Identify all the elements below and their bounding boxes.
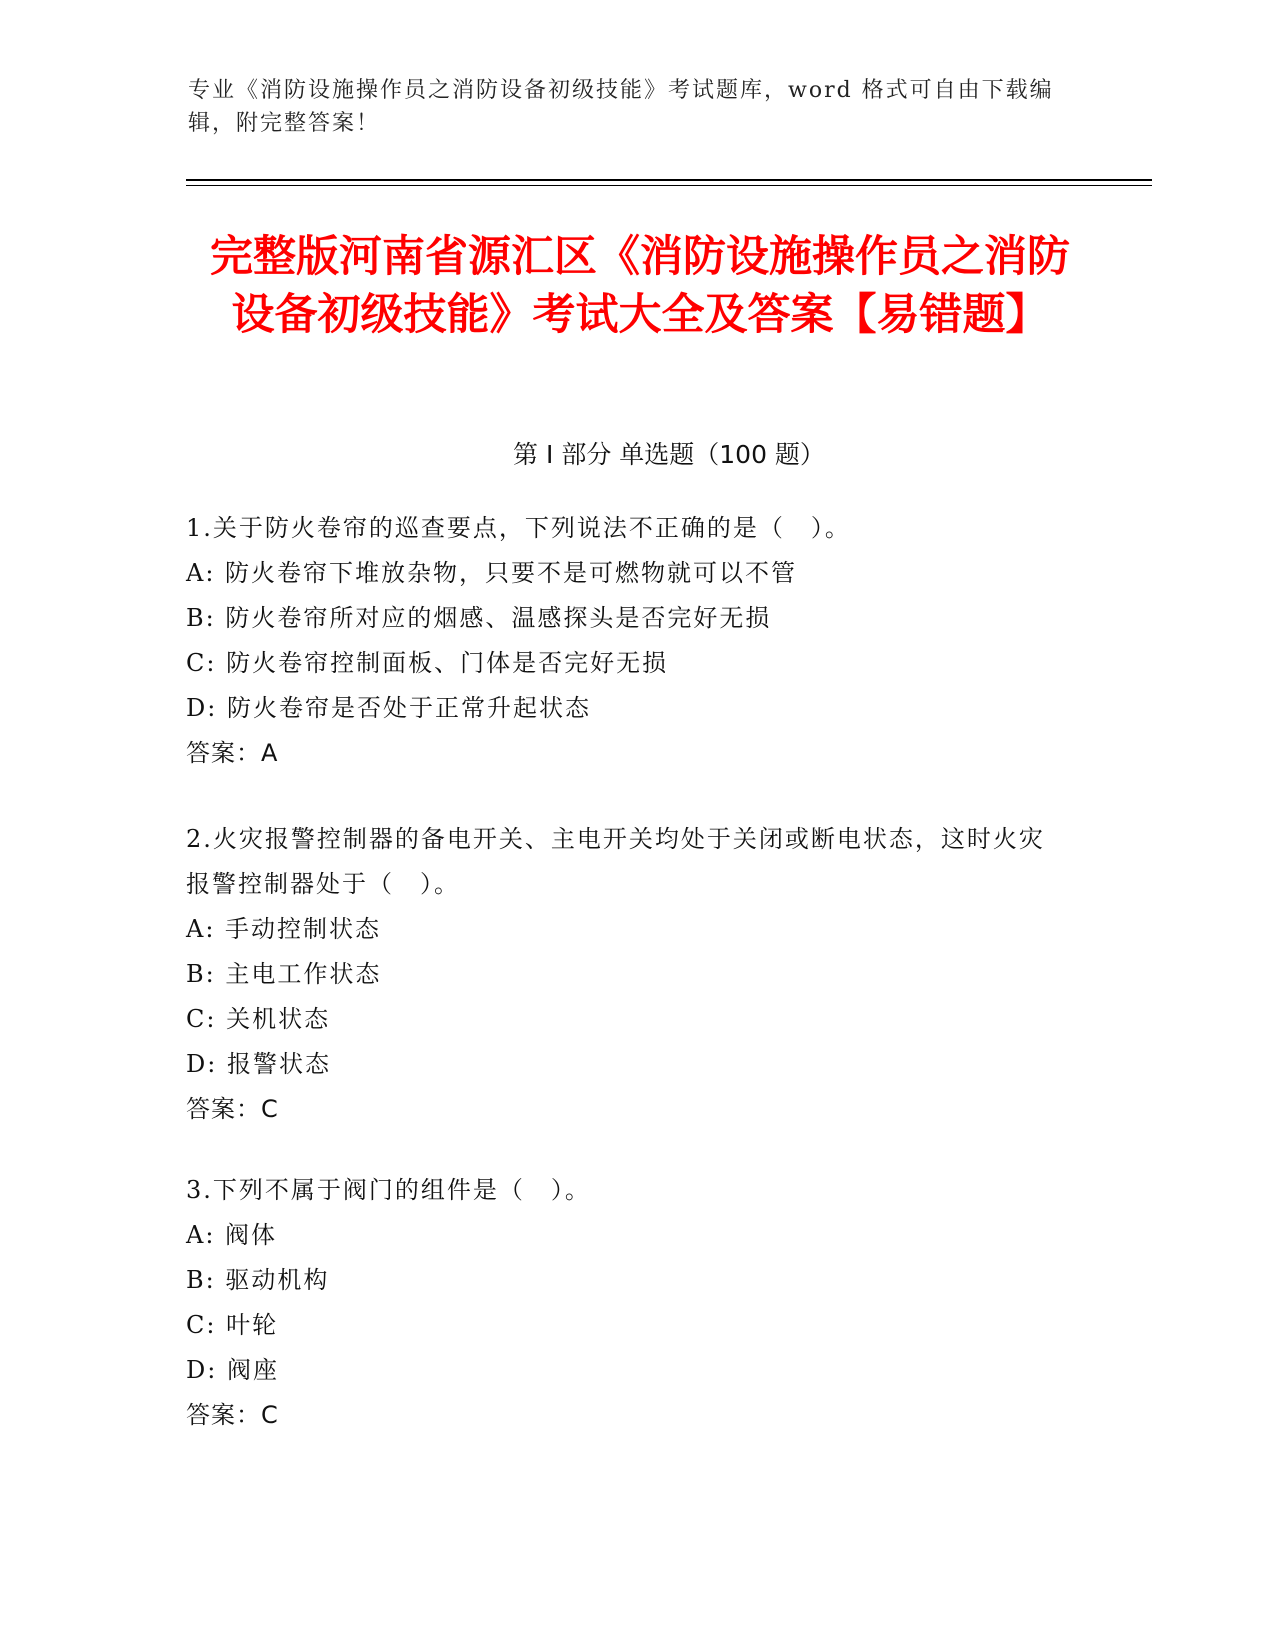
question-2 — [186, 817, 1066, 1132]
section-heading: 第 I 部分 单选题（100 题） — [513, 440, 825, 469]
option-d: D: 报警状态 — [186, 1050, 331, 1078]
answer-line: 答案：C — [186, 1095, 279, 1123]
question-stem: 1.关于防火卷帘的巡查要点，下列说法不正确的是（ ）。 — [186, 514, 851, 542]
question-stem: 3.下列不属于阀门的组件是（ ）。 — [186, 1176, 591, 1204]
option-b: B: 驱动机构 — [186, 1266, 330, 1294]
question-1 — [186, 506, 1066, 776]
answer-line: 答案：A — [186, 739, 279, 767]
option-b: B: 防火卷帘所对应的烟感、温感探头是否完好无损 — [186, 604, 772, 632]
option-c: C: 关机状态 — [186, 1005, 331, 1033]
header-note: 专业《消防设施操作员之消防设备初级技能》考试题库，word 格式可自由下载编辑，附完整答案！ — [188, 78, 1054, 136]
option-a: A: 手动控制状态 — [186, 915, 382, 943]
option-a: A: 阀体 — [186, 1221, 278, 1249]
option-d: D: 防火卷帘是否处于正常升起状态 — [186, 694, 591, 722]
question-3 — [186, 1168, 1066, 1438]
option-c: C: 叶轮 — [186, 1311, 279, 1339]
option-c: C: 防火卷帘控制面板、门体是否完好无损 — [186, 649, 669, 677]
option-d: D: 阀座 — [186, 1356, 279, 1384]
option-b: B: 主电工作状态 — [186, 960, 382, 988]
document-title: 完整版河南省源汇区《消防设施操作员之消防设备初级技能》考试大全及答案【易错题】 — [210, 232, 1070, 340]
option-a: A: 防火卷帘下堆放杂物，只要不是可燃物就可以不管 — [186, 559, 798, 587]
answer-line: 答案：C — [186, 1401, 279, 1429]
header-rule-thick — [186, 179, 1152, 181]
question-stem: 2.火灾报警控制器的备电开关、主电开关均处于关闭或断电状态，这时火灾报警控制器处于（ ）。 — [186, 825, 1045, 898]
header-rule-thin — [186, 185, 1152, 186]
